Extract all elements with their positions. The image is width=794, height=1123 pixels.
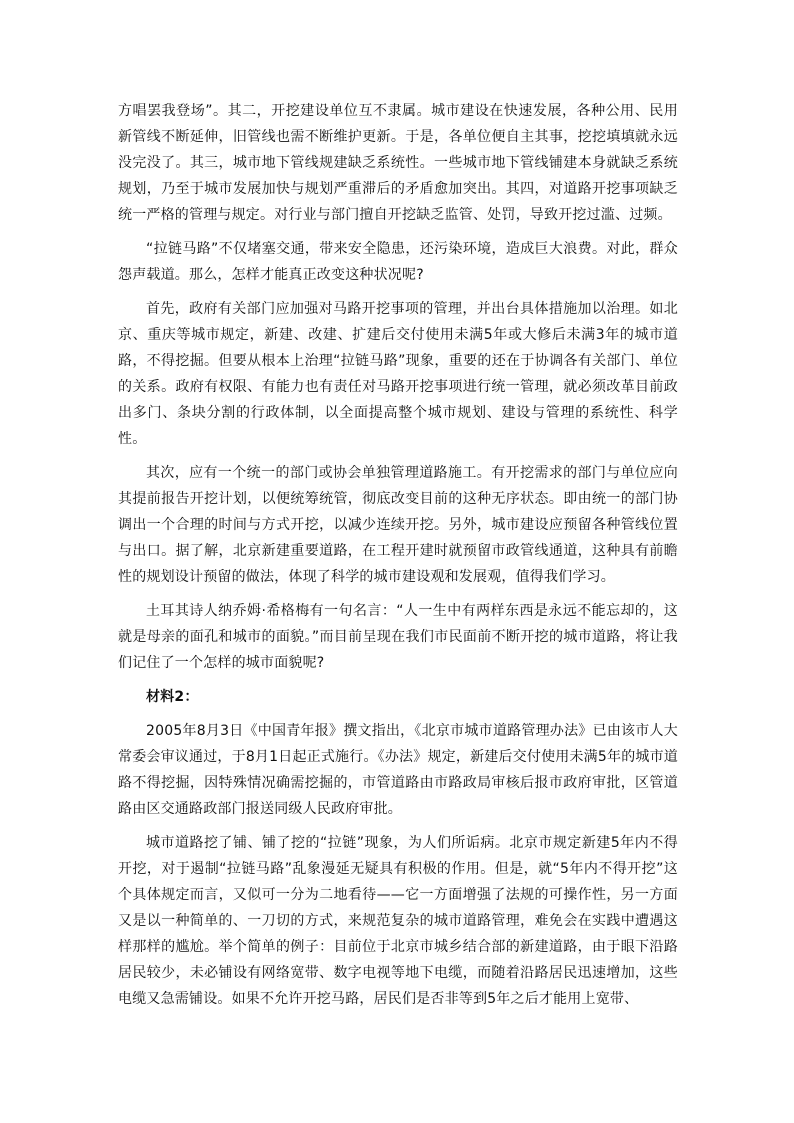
paragraph-3: 首先，政府有关部门应加强对马路开挖事项的管理，并出台具体措施加以治理。如北京、重庆等城市规定，新建、改建、扩建后交付使用未满5年或大修后未满3年的城市道路，不得挖掘。但要从根本上治理“拉链马路”现象，重要的还在于协调各有关部门、单位的关系。政府有权限、有能力也有责任对马路开挖事项进行统一管理，就必须改革目前政出多门、条块分割的行政体制，以全面提高整个城市规划、建设与管理的系统性、科学性。 bbox=[118, 301, 678, 447]
paragraph-1: 方唱罢我登场”。其二，开挖建设单位互不隶属。城市建设在快速发展，各种公用、民用新管线不断延伸，旧管线也需不断维护更新。于是，各单位便自主其事，挖挖填填就永远没完没了。其三，城市地下管线规建缺乏系统性。一些城市地下管线铺建本身就缺乏系统规划，乃至于城市发展加快与规划严重滞后的矛盾愈加突出。其四，对道路开挖事项缺乏统一严格的管理与规定。对行业与部门擅自开挖缺乏监管、处罚，导致开挖过滥、过频。 bbox=[118, 103, 678, 223]
document-page bbox=[118, 98, 678, 1020]
paragraph-2: “拉链马路”不仅堵塞交通，带来安全隐患，还污染环境，造成巨大浪费。对此，群众怨声载道。那么，怎样才能真正改变这种状况呢? bbox=[118, 241, 678, 283]
material-2-heading: 材料2： bbox=[146, 689, 199, 705]
paragraph-5: 土耳其诗人纳乔姆·希格梅有一句名言：“人一生中有两样东西是永远不能忘却的，这就是母亲的面孔和城市的面貌。”而目前呈现在我们市民面前不断开挖的城市道路，将让我们记住了一个怎样的城市面貌呢? bbox=[118, 603, 678, 671]
material-2-paragraph-1: 2005年8月3日《中国青年报》撰文指出，《北京市城市道路管理办法》已由该市人大常委会审议通过，于8月1日起正式施行。《办法》规定，新建后交付使用未满5年的城市道路不得挖掘，因特殊情况确需挖掘的，市管道路由市路政局审核后报市政府审批，区管道路由区交通路政部门报送同级人民政府审批。 bbox=[118, 723, 678, 817]
paragraph-4: 其次，应有一个统一的部门或协会单独管理道路施工。有开挖需求的部门与单位应向其提前报告开挖计划，以便统筹统管，彻底改变目前的这种无序状态。即由统一的部门协调出一个合理的时间与方式开挖，以减少连续开挖。另外，城市建设应预留各种管线位置与出口。据了解，北京新建重要道路，在工程开建时就预留市政管线通道，这种具有前瞻性的规划设计预留的做法，体现了科学的城市建设观和发展观，值得我们学习。 bbox=[118, 465, 678, 585]
material-2-paragraph-2: 城市道路挖了铺、铺了挖的“拉链”现象，为人们所诟病。北京市规定新建5年内不得开挖，对于遏制“拉链马路”乱象漫延无疑具有积极的作用。但是，就“5年内不得开挖”这个具体规定而言，又似可一分为二地看待——它一方面增强了法规的可操作性，另一方面又是以一种简单的、一刀切的方式，来规范复杂的城市道路管理，难免会在实践中遭遇这样那样的尴尬。举个简单的例子：目前位于北京市城乡结合部的新建道路，由于眼下沿路居民较少，未必铺设有网络宽带、数字电视等地下电缆，而随着沿路居民迅速增加，这些电缆又急需铺设。如果不允许开挖马路，居民们是否非等到5年之后才能用上宽带、 bbox=[118, 835, 678, 1007]
